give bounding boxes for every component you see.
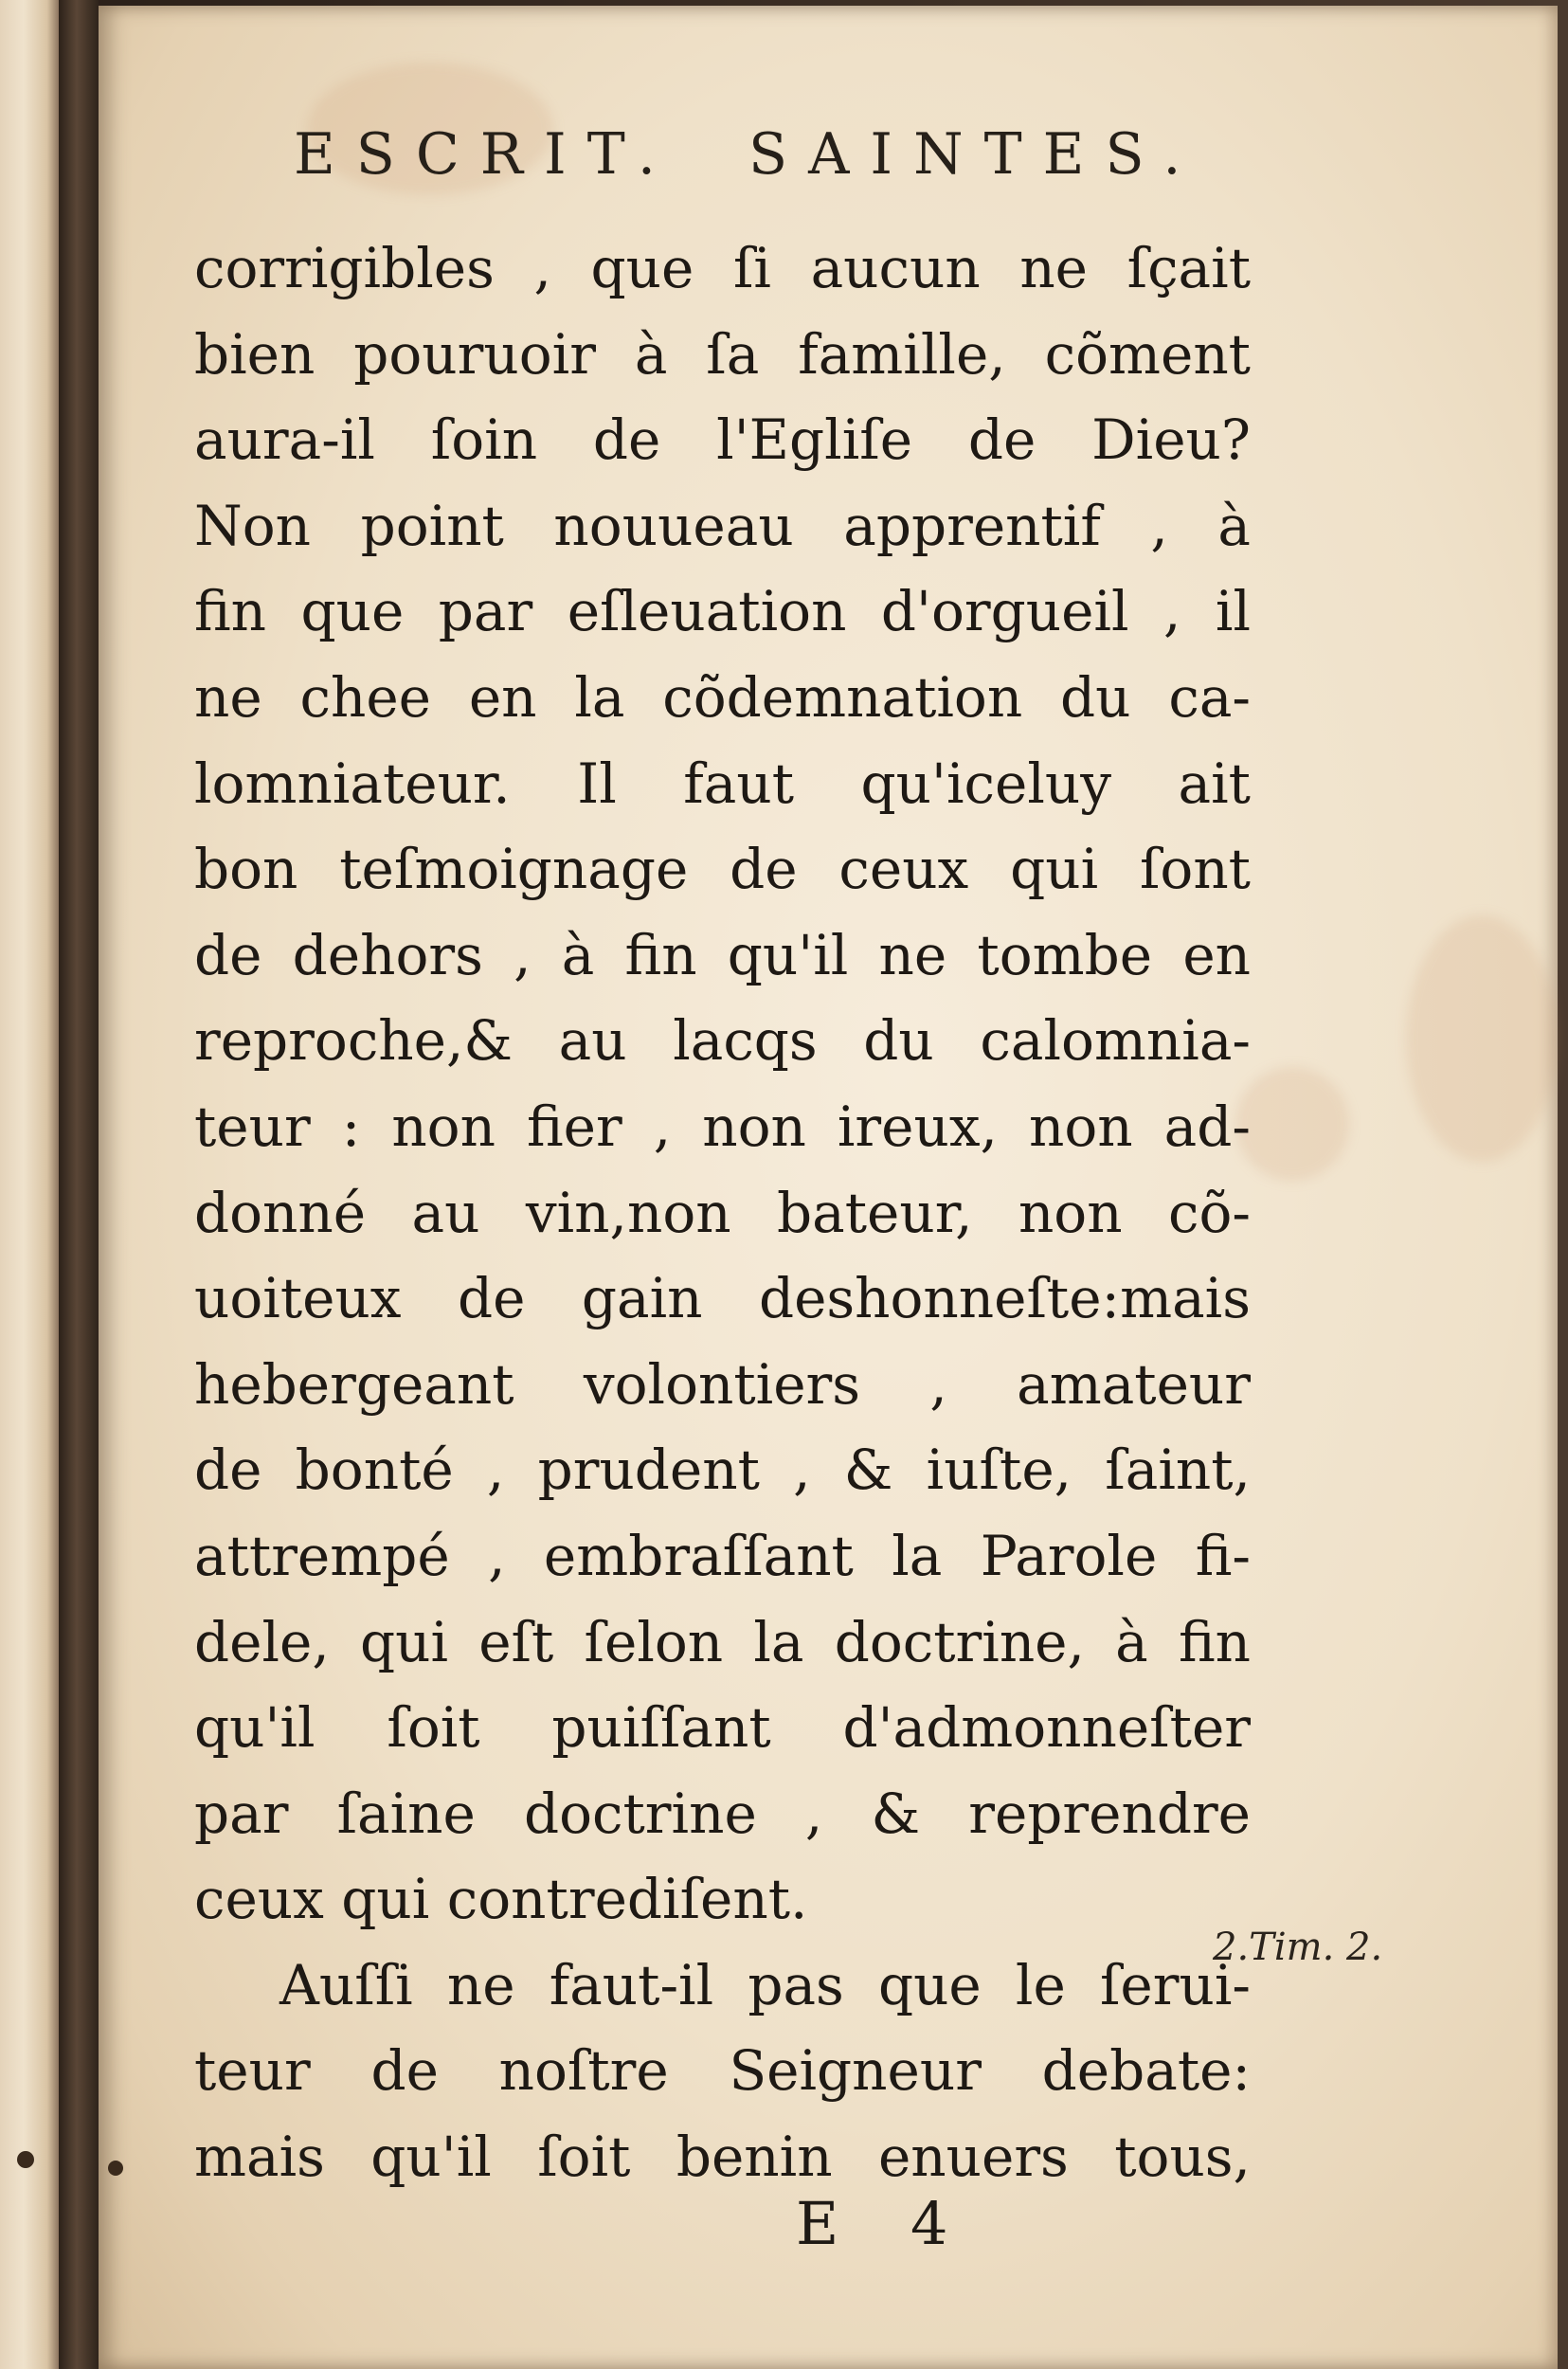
text-line: corrigibles , que ſi aucun ne ſçait bbox=[194, 236, 1251, 300]
text-line: teur de noſtre Seigneur debate: bbox=[194, 2038, 1251, 2104]
signature-mark: E 4 bbox=[796, 2189, 975, 2258]
running-head bbox=[294, 121, 1203, 207]
book-gutter bbox=[59, 0, 99, 2369]
text-line: bon teſmoignage de ceux qui ſont bbox=[194, 837, 1251, 902]
text-line: attrempé , embraſſant la Parole fi- bbox=[194, 1523, 1251, 1588]
text-line: ne chee en la cõdemnation du ca- bbox=[194, 664, 1251, 730]
text-line: reproche,& au lacqs du calomnia- bbox=[194, 1008, 1251, 1074]
text-line: par ſaine doctrine , & reprendre bbox=[194, 1781, 1251, 1846]
left-page-edge bbox=[0, 0, 59, 2369]
text-line: de bonté , prudent , & iuſte, ſaint, bbox=[194, 1438, 1251, 1503]
text-line: hebergeant volontiers , amateur bbox=[194, 1351, 1251, 1417]
running-head-left: ESCRIT. bbox=[294, 121, 676, 188]
text-line: ceux qui contrediſent. bbox=[194, 1867, 808, 1932]
body-text bbox=[194, 226, 1251, 2200]
text-line: bien pouruoir à ſa famille, cõment bbox=[194, 321, 1251, 387]
running-head-right: SAINTES. bbox=[748, 121, 1202, 188]
text-line: qu'il ſoit puiſſant d'admonneſter bbox=[194, 1695, 1251, 1761]
text-line: donné au vin,non bateur, non cõ- bbox=[194, 1180, 1251, 1245]
text-line: lomniateur. Il faut qu'iceluy ait bbox=[194, 750, 1251, 816]
text-line: mais qu'il ſoit benin enuers tous, bbox=[194, 2125, 1251, 2190]
text-line: aura-il ſoin de l'Egliſe de Dieu? bbox=[194, 407, 1251, 473]
text-line: fin que par eſleuation d'orgueil , il bbox=[194, 579, 1251, 644]
text-line: Non point nouueau apprentif , à bbox=[194, 493, 1251, 558]
text-line: de dehors , à fin qu'il ne tombe en bbox=[194, 922, 1251, 987]
marginal-note: 2.Tim. 2. bbox=[1213, 1926, 1383, 1969]
text-line: teur : non fier , non ireux, non ad- bbox=[194, 1094, 1251, 1159]
text-line: Auſſi ne faut-il pas que le ſerui- bbox=[279, 1952, 1251, 2017]
foxing-stain bbox=[1235, 1067, 1349, 1181]
wormhole bbox=[108, 2161, 123, 2176]
wormhole bbox=[17, 2151, 34, 2168]
text-line: dele, qui eſt ſelon la doctrine, à fin bbox=[194, 1609, 1251, 1674]
foxing-stain bbox=[1406, 915, 1558, 1162]
text-line: uoiteux de gain deshonneſte:mais bbox=[194, 1266, 1251, 1331]
